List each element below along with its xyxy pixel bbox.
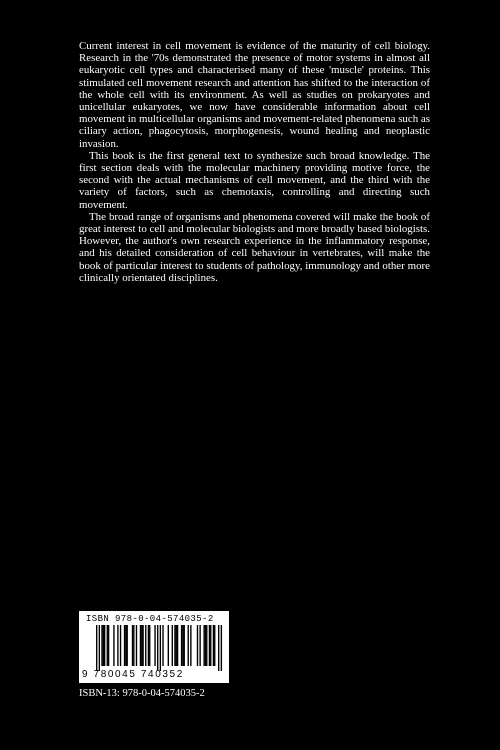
barcode-bar [210,625,211,666]
barcode-bar [99,625,100,671]
barcode-bar [117,625,118,666]
barcode-bar [148,625,149,666]
barcode-bar [127,625,128,666]
barcode-bar [96,625,97,671]
barcode-bar [154,625,155,666]
barcode-bar [176,625,177,666]
barcode-bar [104,625,105,666]
barcode-bar [142,625,143,666]
blurb-paragraph-3: The broad range of organisms and phenomena covered will make the book of great interest to cell and molecular biologists and more broadly based biologists. However, the author's own research experience in the inflammatory response, and his detailed consideration of cell behaviour in vertebrates, will make the book of particular interest to students of pathology, immunology and other more clinically orientated disciplines. [79,210,430,284]
barcode-bar [113,625,114,666]
blurb-paragraph-2: This book is the first general text to synthesize such broad knowledge. The first section deals with the molecular machinery providing motive force, the second with the actual mechanisms of cell movement, and the third with the variety of factors, such as chemotaxis, controlling and directing such movement. [79,149,430,211]
barcode-bar [101,625,102,666]
barcode-bar [132,625,133,666]
barcode-bar [145,625,146,666]
barcode-label [79,611,229,683]
barcode-bar [160,625,161,671]
barcode-bar [108,625,109,666]
barcode-bar [199,625,200,666]
barcode-digits: 9 780045 740352 [82,669,184,680]
blurb-paragraph-1: Current interest in cell movement is evidence of the maturity of cell biology. Research in the '70s demonstrated the presence of motor systems in almost all eukaryotic cell types and characterised many of these 'muscle' proteins. This stimulated cell movement research and attention has shifted to the interaction of the whole cell with its environment. As well as studies on prokaryotes and unicellular eukaryotes, we now have considerable information about cell movement in multicellular organisms and movement-related phenomena such as ciliary action, phagocytosis, morphogenesis, wound healing and neoplastic invasion. [79,40,430,150]
barcode-bar [133,625,134,666]
barcode-bar [107,625,108,666]
barcode-bar [124,625,125,666]
barcode-bar [218,625,219,671]
barcode-isbn-text: ISBN 978-0-04-574035-2 [86,614,214,624]
barcode-bar [162,625,163,666]
barcode-bar [157,625,158,671]
blurb-text [79,40,430,284]
barcode-bar [214,625,215,666]
barcode-bar [140,625,141,666]
barcode-bar [168,625,169,666]
barcode-bar [141,625,142,666]
barcode-bar [184,625,185,666]
barcode-bar [197,625,198,666]
barcode-bar [125,625,126,666]
barcode-bar [190,625,191,666]
barcode-bar [209,625,210,666]
barcode-bar [206,625,207,666]
isbn-13-text: ISBN-13: 978-0-04-574035-2 [79,688,205,699]
barcode-bar [103,625,104,666]
barcode-bar [213,625,214,666]
barcode-image [86,625,224,671]
barcode-bar [177,625,178,666]
barcode-bar [182,625,183,666]
barcode-bar [181,625,182,666]
barcode-bar [120,625,121,666]
barcode-bar [221,625,222,671]
barcode-bar [188,625,189,666]
barcode-bar [136,625,137,666]
barcode-bar [205,625,206,666]
barcode-bar [172,625,173,666]
barcode-bar [174,625,175,666]
barcode-bar [149,625,150,666]
barcode-bar [203,625,204,666]
